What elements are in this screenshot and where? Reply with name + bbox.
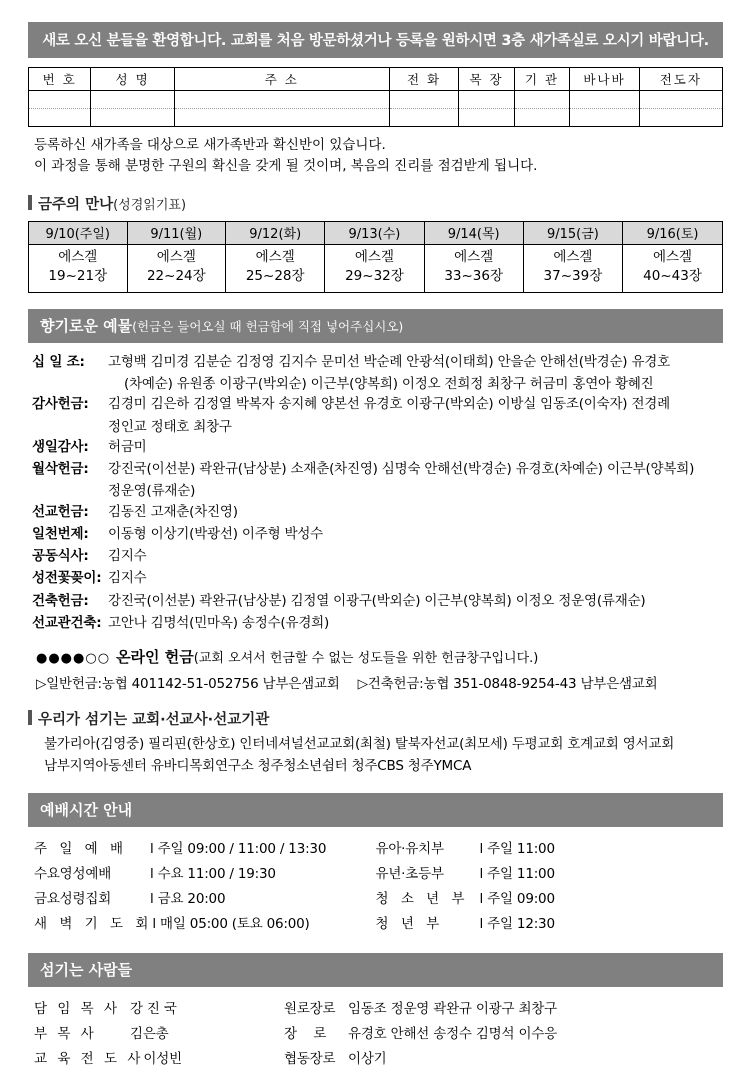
bible-chapters: 37~39장 [543, 268, 603, 285]
worship-label: 유아·유치부 [375, 841, 444, 858]
bible-reading-table [28, 221, 723, 293]
reg-col-district: 목 장 [459, 68, 515, 91]
bible-day: 9/14(목) [424, 221, 523, 244]
offering-item-tithe [32, 352, 723, 372]
worship-value: 주일 09:00 / 11:00 / 13:30 [157, 841, 327, 858]
worship-label: 수요영성예배 [34, 866, 112, 883]
bible-book: 에스겔 [156, 248, 196, 265]
offering-names: 이동형 이상기(박광선) 이주형 박성수 [108, 525, 324, 542]
offering-label: 선교관건축: [32, 614, 102, 631]
worship-label: 청 소 년 부 [375, 891, 469, 908]
online-offering-block [32, 646, 723, 692]
worship-label: 금요성령집회 [34, 891, 112, 908]
offering-list [28, 352, 723, 692]
offering-label: 건축헌금: [32, 592, 89, 609]
online-offering-title: 온라인 헌금 [116, 648, 194, 667]
worship-time-row: 주 일 예 배 l 주일 09:00 / 11:00 / 13:30 [34, 837, 376, 862]
offering-label: 성전꽃꽂이: [32, 570, 102, 587]
bible-chapters: 40~43장 [643, 268, 702, 285]
offering-item-monthly [32, 459, 723, 479]
offering-names: 김동진 고재춘(차진영) [108, 503, 238, 520]
offering-label: 공동식사: [32, 548, 89, 565]
worship-times-right-column [376, 837, 718, 937]
registration-header-row [29, 68, 723, 91]
offering-item-birthday [32, 437, 723, 457]
staff-row [34, 997, 717, 1022]
staff-left-label: 담 임 목 사 [34, 1001, 121, 1018]
reg-col-name: 성 명 [91, 68, 174, 91]
bible-passage [623, 244, 723, 292]
staff-header: 섬기는 사람들 [28, 953, 723, 987]
bible-passage [325, 244, 424, 292]
staff-left-label: 교 육 전 도 사 [34, 1051, 144, 1068]
offering-item-fellowship-meal [32, 546, 723, 566]
worship-value: 금요 20:00 [157, 891, 226, 908]
offering-label: 선교헌금: [32, 503, 89, 520]
reg-col-evangelist: 전도자 [639, 68, 722, 91]
bible-passage [127, 244, 226, 292]
worship-time-row: 청 년 부 l 주일 12:30 [376, 912, 718, 937]
offering-item-flower-arrangement [32, 568, 723, 588]
worship-time-row: 유년·초등부 l 주일 11:00 [376, 862, 718, 887]
staff-left-value: 김은총 [130, 1026, 169, 1043]
missions-title: 우리가 섬기는 교회·선교사·선교기관 [38, 712, 270, 729]
bible-chapters: 29~32장 [345, 268, 404, 285]
bible-day: 9/11(월) [127, 221, 226, 244]
offering-item-building [32, 591, 723, 611]
reg-col-barnabas: 바나바 [570, 68, 639, 91]
staff-row [34, 1022, 717, 1047]
offering-header-title: 향기로운 예물 [40, 316, 133, 335]
offering-label: 월삭헌금: [32, 461, 89, 478]
offering-names: 허금미 [108, 438, 147, 455]
offering-names: 김지수 [108, 570, 147, 587]
bible-chapters: 19~21장 [48, 268, 108, 285]
online-offering-subtitle: (교회 오셔서 헌금할 수 없는 성도들을 위한 헌금창구입니다.) [193, 651, 539, 667]
bible-reading-title: 금주의 만나 [38, 196, 114, 213]
offering-names-cont: (차예순) 유원종 이광구(박외순) 이근부(양복희) 이정오 전희정 최창구 허금미 홍연아 황혜진 [124, 376, 654, 393]
bible-reading-heading [28, 193, 723, 214]
bible-book: 에스겔 [255, 248, 295, 265]
worship-value: 주일 09:00 [487, 891, 555, 908]
worship-times-body [28, 837, 723, 937]
progress-dots-icon: ●●●●○○ [36, 651, 111, 667]
offering-names: 김경미 김은하 김정열 박복자 송지혜 양본선 유경호 이광구(박외순) 이방실 임동조(이숙자) 전경례 [108, 396, 670, 413]
offering-names-cont: 정운영(류재순) [108, 483, 196, 500]
bible-day: 9/13(수) [325, 221, 424, 244]
bible-chapters: 22~24장 [146, 268, 206, 285]
worship-time-row: 새 벽 기 도 회l 매일 05:00 (토요 06:00) [34, 912, 376, 937]
bible-day: 9/10(주일) [29, 221, 128, 244]
missions-line-2: 남부지역아동센터 유바디목회연구소 청주청소년쉼터 청주CBS 청주YMCA [44, 757, 472, 774]
offering-label: 십 일 조: [32, 353, 85, 370]
bible-passages-row [29, 244, 723, 292]
staff-right-value: 유경호 안해선 송정수 김명석 이수응 [348, 1026, 557, 1043]
bible-passage [424, 244, 523, 292]
bible-passage [226, 244, 325, 292]
bible-book: 에스겔 [553, 248, 593, 265]
bible-day: 9/12(화) [226, 221, 325, 244]
registration-table [28, 67, 723, 127]
staff-right-label: 협동장로 [284, 1051, 336, 1068]
worship-value: 주일 12:30 [487, 916, 555, 933]
offering-header-subtitle: (헌금은 들어오실 때 헌금함에 직접 넣어주십시오) [132, 318, 404, 334]
worship-value: 주일 11:00 [487, 866, 555, 883]
bible-book: 에스겔 [354, 248, 394, 265]
reg-col-number: 번 호 [29, 68, 91, 91]
staff-right-label: 장 로 [284, 1026, 333, 1043]
reg-col-phone: 전 화 [389, 68, 458, 91]
offering-names: 김지수 [108, 548, 147, 565]
worship-label: 주 일 예 배 [34, 841, 128, 858]
new-family-note-line2: 이 과정을 통해 분명한 구원의 확신을 갖게 될 것이며, 복음의 진리를 점검받게 됩니다. [34, 157, 538, 174]
reg-col-address: 주 소 [174, 68, 389, 91]
bible-reading-subtitle: (성경읽기표) [113, 197, 187, 213]
offering-item-mission-center-building [32, 613, 723, 633]
worship-time-row: 금요성령집회 l 금요 20:00 [34, 887, 376, 912]
offering-names: 강진국(이선분) 곽완규(남상분) 김정열 이광구(박외순) 이근부(양복희) 이정오 정운영(류재순) [108, 592, 646, 609]
bible-chapters: 25~28장 [245, 268, 305, 285]
offering-names-cont: 정인교 정태호 최창구 [108, 418, 232, 435]
registration-blank-row[interactable] [29, 109, 723, 127]
staff-body [28, 997, 723, 1072]
welcome-banner: 새로 오신 분들을 환영합니다. 교회를 처음 방문하셨거나 등록을 원하시면 3층 새가족실로 오시기 바랍니다. [28, 22, 723, 58]
bible-day: 9/15(금) [523, 221, 622, 244]
staff-right-label: 원로장로 [284, 1001, 336, 1018]
online-offering-accounts [36, 672, 723, 692]
new-family-note-line1: 등록하신 새가족을 대상으로 새가족반과 확신반이 있습니다. [34, 137, 386, 153]
worship-value: 주일 11:00 [487, 841, 555, 858]
bible-book: 에스겔 [652, 248, 693, 265]
registration-blank-row[interactable] [29, 91, 723, 109]
bible-passage [523, 244, 622, 292]
worship-times-left-column [34, 837, 376, 937]
offering-names: 강진국(이선분) 곽완규(남상분) 소재춘(차진영) 심명숙 안해선(박경순) 유경호(차예순) 이근부(양복희) [108, 461, 695, 478]
staff-left-label: 부 목 사 [34, 1026, 97, 1043]
offering-names: 고안나 김명석(민마옥) 송정수(유경희) [108, 614, 330, 631]
staff-right-value: 이상기 [348, 1051, 387, 1068]
worship-value: 매일 05:00 (토요 06:00) [160, 916, 310, 933]
worship-label: 청 년 부 [375, 916, 444, 933]
offering-label: 생일감사: [32, 438, 89, 455]
reg-col-organization: 기 관 [514, 68, 570, 91]
staff-right-value: 임동조 정운영 곽완규 이광구 최창구 [348, 1001, 557, 1018]
missions-line-1: 불가리아(김영중) 필리핀(한상호) 인터네셔널선교교회(최철) 탈북자선교(최모세) 두평교회 호계교회 영서교회 [44, 736, 675, 753]
bible-chapters: 33~36장 [444, 268, 504, 285]
offering-section-header [28, 309, 723, 343]
worship-time-row: 청 소 년 부 l 주일 09:00 [376, 887, 718, 912]
offering-item-thousand-offering [32, 524, 723, 544]
bible-book: 에스겔 [454, 248, 494, 265]
general-offering-account: ▷일반헌금:농협 401142-51-052756 남부은샘교회 [36, 676, 340, 693]
online-offering-title-row [36, 646, 723, 667]
missions-heading [28, 708, 723, 729]
offering-names: 고형백 김미경 김분순 김정영 김지수 문미선 박순례 안광석(이태희) 안을순 안해선(박경순) 유경호 [108, 353, 670, 370]
offering-item-thanksgiving [32, 394, 723, 414]
building-offering-account: ▷건축헌금:농협 351-0848-9254-43 남부은샘교회 [357, 676, 658, 693]
worship-times-header: 예배시간 안내 [28, 793, 723, 827]
offering-item-mission [32, 502, 723, 522]
bible-days-row [29, 221, 723, 244]
bible-book: 에스겔 [58, 248, 98, 265]
worship-label: 새 벽 기 도 회 [34, 916, 153, 933]
bible-day: 9/16(토) [623, 221, 723, 244]
staff-left-value: 이성빈 [143, 1051, 182, 1068]
worship-label: 유년·초등부 [375, 866, 444, 883]
worship-time-row: 유아·유치부 l 주일 11:00 [376, 837, 718, 862]
staff-row [34, 1047, 717, 1072]
staff-left-value: 강 진 국 [130, 1001, 177, 1018]
worship-time-row: 수요영성예배 l 수요 11:00 / 19:30 [34, 862, 376, 887]
offering-label: 감사헌금: [32, 396, 89, 413]
bible-passage [29, 244, 128, 292]
worship-value: 수요 11:00 / 19:30 [157, 866, 276, 883]
new-family-notes [28, 135, 723, 177]
missions-body [28, 734, 723, 777]
offering-label: 일천번제: [32, 525, 89, 542]
